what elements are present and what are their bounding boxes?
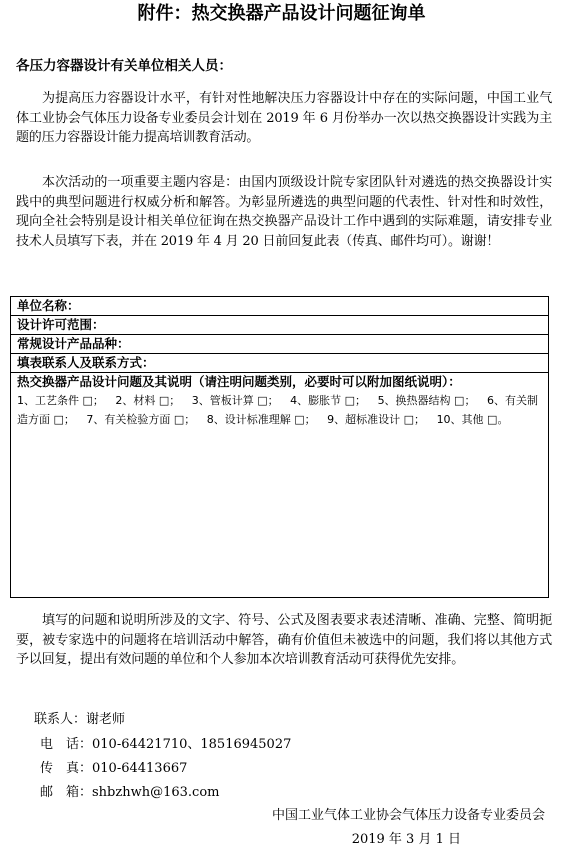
category-checkbox[interactable]: 5、换热器结构 □； [377, 394, 476, 407]
contact-value: 谢老师 [86, 712, 126, 727]
license-scope-field[interactable]: 设计许可范围： [11, 316, 548, 335]
salutation: 各压力容器设计有关单位相关人员： [16, 58, 232, 74]
paragraph-requirements: 填写的问题和说明所涉及的文字、符号、公式及图表要求表述清晰、准确、完整、简明扼要，被专家选中的问题将在培训活动中解答，确有价值但未被选中的问题，我们将以其他方式予以回复，提出有效问题的单位和个人参加本次培训教育活动可获得优先安排。 [16, 613, 552, 667]
email-value[interactable]: shbzhwh@163.com [92, 785, 220, 800]
category-checkbox[interactable]: 4、膨胀节 □； [290, 394, 367, 407]
paragraph-purpose: 本次活动的一项重要主题内容是：由国内顶级设计院专家团队针对遴选的热交换器设计实践中的典型问题进行权威分析和解答。为彰显所遴选的典型问题的代表性、针对性和时效性，现向全社会特别是设计相关单位征询在热交换器产品设计工作中遇到的实际难题，请安排专业技术人员填写下表，并在 2019 年 4 月 20 日前回复此表（传真、邮件均可）。谢谢！ [16, 175, 552, 249]
category-checkbox[interactable]: 1、工艺条件 □； [17, 394, 104, 407]
fax-value: 010-64413667 [92, 761, 188, 776]
question-header: 热交换器产品设计问题及其说明（请注明问题类别，必要时可以附加图纸说明）： [17, 374, 461, 389]
contact-label: 联系人： [34, 712, 87, 727]
phone-label: 电 话： [40, 737, 93, 752]
phone-value: 010-64421710、18516945027 [92, 737, 292, 752]
unit-name-field[interactable]: 单位名称： [11, 297, 548, 316]
document-title: 附件：热交换器产品设计问题征询单 [137, 3, 426, 24]
products-field[interactable]: 常规设计产品品种： [11, 335, 548, 354]
contact-person-field[interactable]: 填表联系人及联系方式： [11, 354, 548, 373]
email-line [40, 783, 219, 803]
category-checkbox[interactable]: 3、管板计算 □； [191, 394, 279, 407]
inquiry-form-table [10, 296, 549, 598]
organization-signature: 中国工业气体工业协会气体压力设备专业委员会 [271, 808, 545, 823]
email-label: 邮 箱： [40, 785, 93, 800]
issue-date: 2019 年 3 月 1 日 [351, 832, 461, 847]
fax-label: 传 真： [40, 761, 93, 776]
category-checkbox[interactable]: 2、材料 □； [115, 394, 181, 407]
category-checkbox[interactable]: 7、有关检验方面 □； [86, 413, 196, 426]
category-checkbox[interactable]: 8、设计标准理解 □； [206, 413, 316, 426]
category-checkbox[interactable]: 6、有关制造方面 □； [17, 394, 538, 426]
category-checkbox[interactable]: 9、超标准设计 □； [327, 413, 426, 426]
phone-line [40, 735, 291, 755]
contact-person-line [34, 710, 125, 730]
paragraph-intro: 为提高压力容器设计水平，有针对性地解决压力容器设计中存在的实际问题，中国工业气体工业协会气体压力设备专业委员会计划在 2019 年 6 月份举办一次以热交换器设计实践为主题的压力容器设计能力提高培训教育活动。 [16, 91, 552, 145]
question-categories [11, 391, 548, 429]
fax-line [40, 759, 187, 779]
category-checkbox[interactable]: 10、其他 □。 [436, 413, 509, 426]
